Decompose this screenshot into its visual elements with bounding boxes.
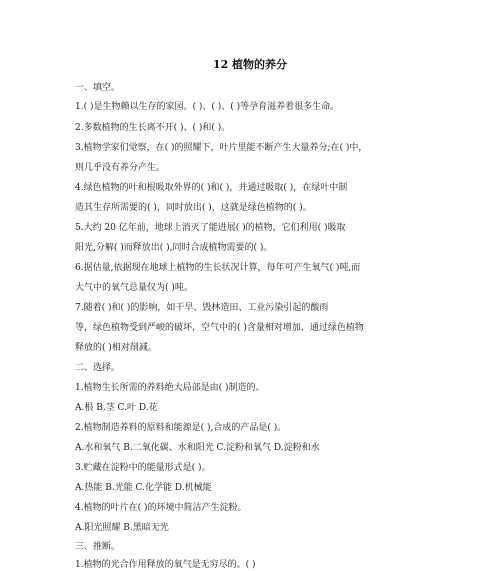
question-line: 释放的( )相对削减。 <box>75 343 157 353</box>
section-heading-fill: 一、填空。 <box>75 83 121 93</box>
question-line: 1.植物生长所需的养料绝大局部是由( )制造的。 <box>75 383 265 393</box>
question-line: 大气中的氧气总量仅为( )吨。 <box>75 283 193 293</box>
question-line: 则几乎没有养分产生。 <box>75 163 166 173</box>
section-heading-judge: 三、推断。 <box>75 542 121 552</box>
question-line: 造其生存所需要的( )，同时放出( )，这就是绿色植物的( )。 <box>75 203 312 213</box>
section-heading-choice: 二、选择。 <box>75 363 121 373</box>
question-line: 6.据估量,依据现在地球上植物的生长状况计算，每年可产生氧气( )吨,而 <box>75 263 361 273</box>
question-line: 2.植物制造养料的原料和能源是( ),合成的产品是( )。 <box>75 423 287 433</box>
question-line: 3.贮藏在淀粉中的能量形式是( )。 <box>75 463 211 473</box>
question-line: 4.植物的叶片在( )的环境中简洁产生淀粉。 <box>75 503 247 513</box>
question-line: 7.随着( )和( )的影响，如干旱、毁林造田、工业污染引起的酸雨 <box>75 303 329 313</box>
question-line: 2.多数植物的生长离不开( )、( )和( )。 <box>75 123 231 133</box>
option-line: A.根 B.茎 C.叶 D.花 <box>75 403 158 413</box>
option-line: A.水和氧气 B.二氧化碳、水和阳光 C.淀粉和氧气 D.淀粉和水 <box>75 443 320 453</box>
option-line: A.阳光照耀 B.黑暗无光 <box>75 523 169 533</box>
question-line: 1.( )是生物赖以生存的家园。( )、( )、( )等孕育滋养着很多生命。 <box>75 102 340 112</box>
page-title: 12 植物的养分 <box>212 58 288 71</box>
question-line: 等，绿色植物受到严峻的破坏，空气中的( )含量相对增加，通过绿色植物 <box>75 323 364 333</box>
question-line: 5.大约 20 亿年前，地球上消灭了能进展( )的植物，它们利用( )吸取 <box>75 223 346 233</box>
question-line: 阳光,分解( )而释放出( ),同时合成植物需要的( )。 <box>75 243 273 253</box>
question-line: 1.植物的光合作用释放的氧气是无穷尽的。( ) <box>75 560 256 570</box>
question-line: 3.植物学家们觉察，在( )的照耀下，叶片里能不断产生大量养分;在( )中， <box>75 143 368 153</box>
question-line: 4.绿色植物的叶和根吸取外界的( )和( )，并通过吸取( )，在绿叶中制 <box>75 183 348 193</box>
option-line: A.热能 B.光能 C.化学能 D.机械能 <box>75 483 212 493</box>
